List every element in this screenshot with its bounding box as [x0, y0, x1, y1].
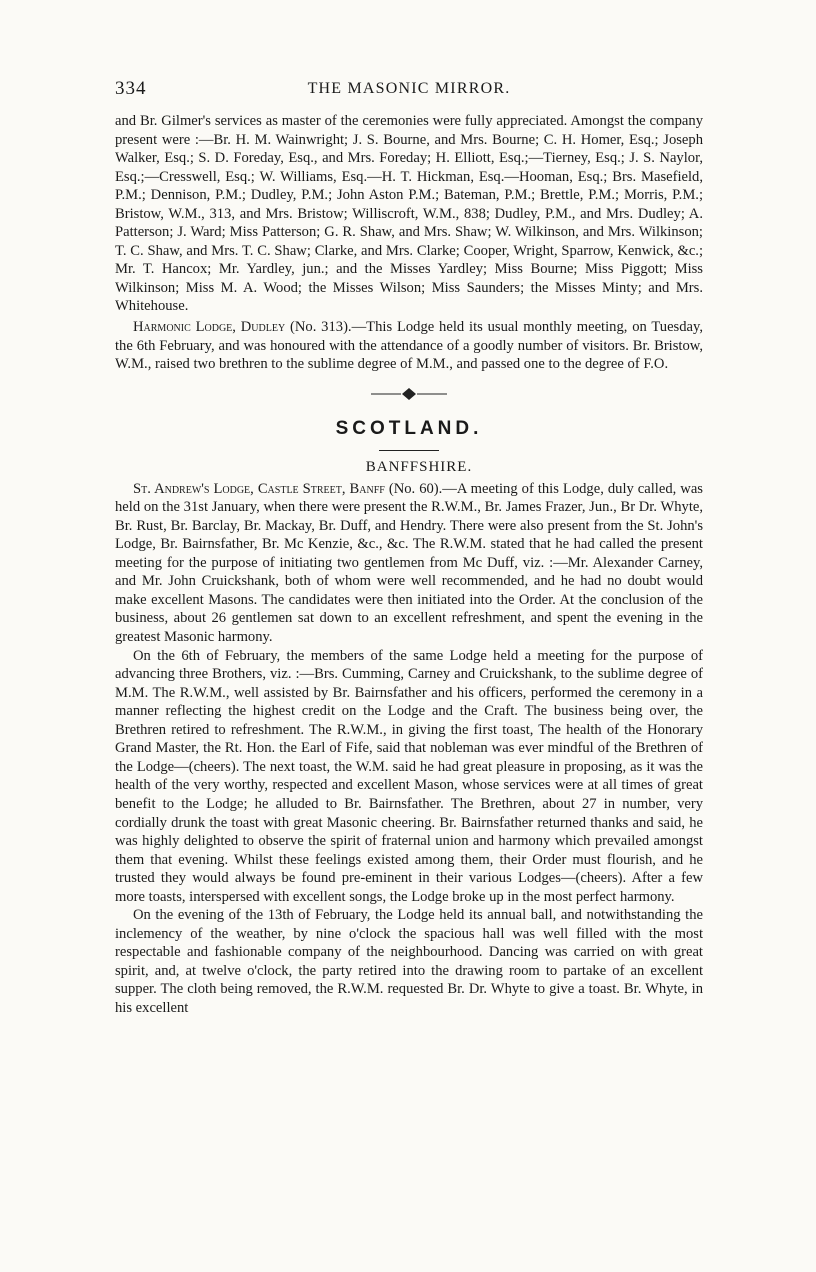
- section-subheading: BANFFSHIRE.: [365, 458, 473, 475]
- heading-rule: [379, 450, 439, 451]
- harmonic-lodge-paragraph: [115, 318, 703, 374]
- running-title: THE MASONIC MIRROR.: [307, 80, 511, 97]
- section-heading: SCOTLAND.: [335, 417, 483, 439]
- document-page: [115, 78, 703, 1018]
- advancement-meeting-paragraph: On the 6th of February, the members of the same Lodge held a meeting for the purpose of advancing three Brothers, viz. :—Brs. Cumming, Carney and Cruickshank, to the sublime degree of M.M. The R.W.M., well assisted by Br. Bairnsfather and his officers, performed the ceremony in a manner reflecting the highest credit on the Lodge and the Craft. The business being over, the Brethren retired to refreshment. The R.W.M., in giving the first toast, The health of the Honorary Grand Master, the Rt. Hon. the Earl of Fife, said that nobleman was ever mindful of the Brethren of the Lodge—(cheers). The next toast, the W.M. said he had great pleasure in proposing, as it was the health of the very worthy, respected and excellent Mason, whose services were at all times of great benefit to the Lodge; he alluded to Br. Bairnsfather. The Brethren, about 27 in number, very cordially drunk the toast with great Masonic cheering. Br. Bairnsfather returned thanks and said, he was highly delighted to observe the spirit of fraternal union and harmony which prevailed amongst them that evening. Whilst these feelings existed among them, their Order must flourish, and he trusted they would always be found pre-eminent in their various Lodges—(cheers). After a few more toasts, interspersed with excellent songs, the Lodge broke up in the most perfect harmony.: [115, 647, 703, 905]
- st-andrews-lodge-paragraph: [115, 480, 703, 647]
- annual-ball-paragraph: On the evening of the 13th of February, the Lodge held its annual ball, and notwithstanding the inclemency of the weather, by nine o'clock the spacious hall was well filled with the most respectable and fashionable company of the neighbourhood. Dancing was carried on with great spirit, and, at twelve o'clock, the party retired into the drawing room to partake of an excellent supper. The cloth being removed, the R.W.M. requested Br. Dr. Whyte to give a toast. Br. Whyte, in his excellent: [115, 907, 703, 1016]
- diamond-rule-icon: [369, 384, 449, 404]
- page-header: [115, 78, 703, 108]
- paragraph-body: (No. 60).—A meeting of this Lodge, duly called, was held on the 31st January, when there were present the R.W.M., Br. James Frazer, Jun., Br Dr. Whyte, Br. Rust, Br. Barclay, Br. Mackay, Br. Duff, and Hendry. There were also present from the St. John's Lodge, Br. Bairnsfather, Br. Mc Kenzie, &c., &c. The R.W.M. stated that he had called the present meeting for the purpose of initiating two gentlemen from Mc Duff, viz. :—Mr. Alexander Carney, and Mr. John Cruickshank, both of whom were well recommended, and he had no doubt would make excellent Masons. The candidates were then initiated into the Order. At the conclusion of the business, about 26 gentlemen sat down to an excellent refreshment, and spent the evening in the greatest Masonic harmony.: [115, 480, 703, 646]
- attendee-list-paragraph: and Br. Gilmer's services as master of the ceremonies were fully appreciated. Amongst the company present were :—Br. H. M. Wainwright; J. S. Bourne, and Mrs. Bourne; C. H. Homer, Esq.; Joseph Walker, Esq.; S. D. Foreday, Esq., and Mrs. Foreday; H. Elliott, Esq.;—Tierney, Esq.; J. S. Naylor, Esq.;—Cresswell, Esq.; W. Williams, Esq.—H. T. Hickman, Esq.—Hooman, Esq.; Brs. Masefield, P.M.; Dennison, P.M.; Dudley, P.M.; John Aston P.M.; Bateman, P.M.; Brettle, P.M.; Morris, P.M.; Bristow, W.M., 313, and Mrs. Bristow; Williscroft, W.M., 838; Dudley, P.M., and Mrs. Dudley; A. Patterson; J. Ward; Miss Patterson; G. R. Shaw, and Mrs. Shaw; W. Wilkinson, and Mrs. Wilkinson; T. C. Shaw, and Mrs. T. C. Shaw; Clarke, and Mrs. Clarke; Cooper, Wright, Sparrow, Kenwick, &c.; Mr. T. Hancox; Mr. Yardley, jun.; and the Misses Yardley; Miss Bourne; Miss Piggott; Miss Wilkinson; Miss M. A. Wood; the Misses Wilson; Miss Saunders; the Misses Minty; and Mrs. Whitehouse.: [115, 113, 703, 315]
- lodge-name-lead: Harmonic Lodge, Dudley: [133, 319, 286, 336]
- lodge-name-lead: St. Andrew's Lodge, Castle Street, Banff: [133, 480, 385, 497]
- paragraph-body: (No. 313).—This Lodge held its usual monthly meeting, on Tuesday, the 6th February, and was honoured with the attendance of a goodly number of visitors. Br. Bristow, W.M., raised two brethren to the sublime degree of M.M., and passed one to the degree of F.O.: [115, 319, 704, 373]
- page-number: 334: [115, 78, 147, 99]
- ornament-divider: [115, 384, 703, 416]
